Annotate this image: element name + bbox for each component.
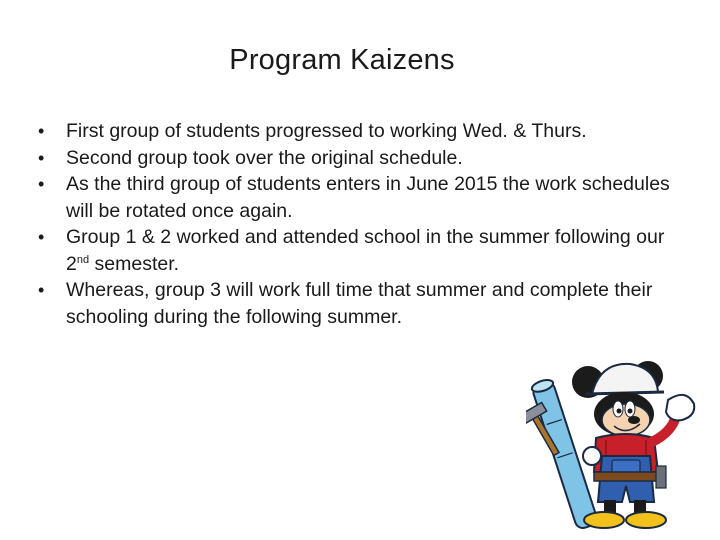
bullet-dot: • <box>38 147 45 168</box>
bullet-text: Whereas, group 3 will work full time that summer and complete their schooling during the following summer. <box>66 279 653 328</box>
bullet-dot: • <box>38 280 45 300</box>
bullet-item <box>38 171 678 224</box>
bullet-item <box>38 224 678 277</box>
bullet-text: Second group took over the original schedule. <box>66 146 463 169</box>
slide-title: Program Kaizens <box>229 44 455 76</box>
bullet-text-before: Group 1 & 2 worked and attended school in the summer following our 2 <box>66 226 665 275</box>
bullet-dot: • <box>38 174 45 194</box>
bullet-text: As the third group of students enters in June 2015 the work schedules will be rotated once again. <box>66 173 670 222</box>
bullet-dot: • <box>38 121 45 141</box>
bullet-text-after: semester. <box>89 252 180 275</box>
bullet-item <box>38 145 678 172</box>
bullet-text: First group of students progressed to working Wed. & Thurs. <box>66 120 587 142</box>
bullet-item <box>38 277 678 330</box>
bullet-item <box>38 118 678 145</box>
bullet-list <box>38 118 678 330</box>
cartoon-mouse-construction-worker-icon <box>526 360 698 530</box>
ordinal-superscript: nd <box>76 253 90 266</box>
bullet-dot: • <box>38 227 45 247</box>
